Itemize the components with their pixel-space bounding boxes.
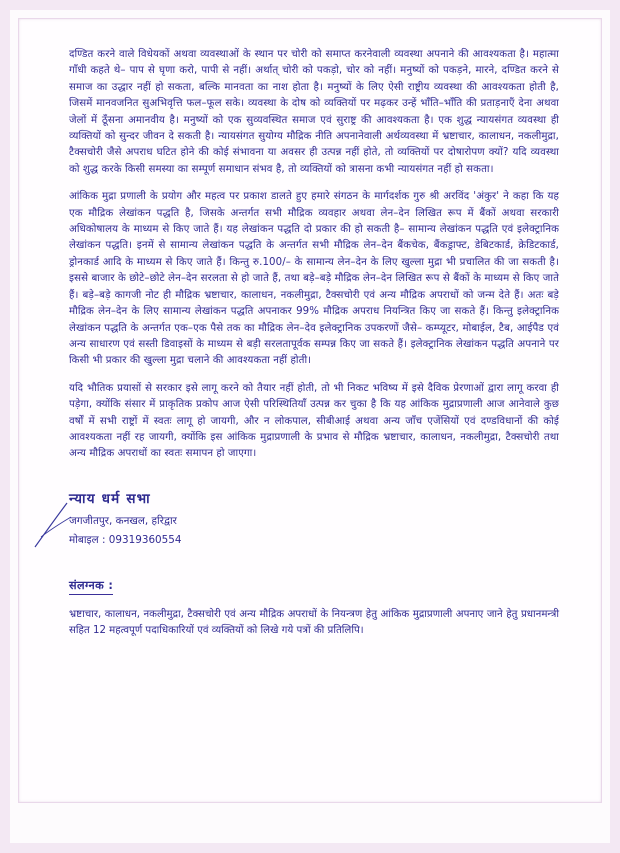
attachment-text: भ्रष्टाचार, कालाधन, नकलीमुद्रा, टैक्सचोरी एवं अन्य मौद्रिक अपराधों के नियन्त्रण हेतु आंकिक मुद्राप्रणाली अपनाए जाने हेतु प्रधानमन्त्री सहित 12 महत्वपूर्ण पदाधिकारियों एवं व्यक्तियों को लिखे गये पत्रों की प्रतिलिपि। [69, 608, 559, 637]
attachment-title: संलग्नक : [69, 578, 113, 595]
organization-name: न्याय धर्म सभा [69, 490, 151, 507]
organization-mobile: मोबाइल : 09319360554 [69, 533, 182, 546]
attachment-section [69, 552, 559, 640]
paragraph-1: दण्डित करने वाले विधेयकों अथवा व्यवस्थाओं के स्थान पर चोरी को समाप्त करनेवाली व्यवस्था अपनाने की आवश्यकता है। महात्मा गाँधी कहते थे– पाप से घृणा करो, पापी से नहीं। अर्थात् चोरी को पकड़ो, चोर को नहीं। मनुष्यों को पकड़ने, मारने, दण्डित करने से समाज का उद्धार नहीं हो सकता, बल्कि मानवता का नाश होता है। मनुष्यों के लिए ऐसी राष्ट्रीय व्यवस्था की आवश्यकता होती है, जिसमें मानवजनित सुअभिवृत्ति फल–फूल सके। व्यवस्था के दोष को व्यक्तियों पर मढ़कर उन्हें भाँति–भाँति की प्रताड़नाएँ देना अथवा जेलों में ठूँसना अमानवीय है। मनुष्यों को एक सुव्यवस्थित समाज एवं सुराष्ट्र की आवश्यकता है। एक शुद्ध न्यायसंगत व्यवस्था ही व्यक्तियों को सुन्दर जीवन दे सकती है। न्यायसंगत सुयोग्य मौद्रिक नीति अपनानेवाली अर्थव्यवस्था में भ्रष्टाचार, कालाधन, नकलीमुद्रा, टैक्सचोरी जैसे अपराध घटित होने की कोई संभावना या अवसर ही उत्पन्न नहीं होते, तो व्यक्तियों पर दोषारोपण क्यों? यदि व्यवस्था को शुद्ध करके किसी समस्या का सम्पूर्ण समाधान संभव है, तो व्यक्तियों को त्रासना कभी न्यायसंगत नहीं हो सकता। [69, 49, 559, 175]
paragraph-2: आंकिक मुद्रा प्रणाली के प्रयोग और महत्व पर प्रकाश डालते हुए हमारे संगठन के मार्गदर्शक गुरु श्री अरविंद 'अंकुर' ने कहा कि यह एक मौद्रिक लेखांकन पद्धति है, जिसके अन्तर्गत सभी मौद्रिक व्यवहार अथवा लेन–देन लिखित रूप में बैंकों अथवा सरकारी अधिकोषालय के माध्यम से किए जाते हैं। यह लेखांकन पद्धति दो प्रकार की हो सकती है– सामान्य लेखांकन पद्धति एवं इलेक्ट्रानिक लेखांकन पद्धति। इनमें से सामान्य लेखांकन पद्धति के अन्तर्गत सभी मौद्रिक लेन–देन बैंकचेक, बैंकड्राफ्ट, डेबिटकार्ड, क्रेडिटकार्ड, ड्रोनकार्ड आदि के माध्यम से किए जाते हैं। किन्तु रु.100/– के सामान्य लेन–देन के लिए खुल्ला मुद्रा भी प्रचालित की जा सकती है। इससे बाजार के छोटे–छोटे लेन–देन सरलता से हो जाते हैं, तथा बड़े–बड़े मौद्रिक लेन–देन लिखित रूप से बैंकों के माध्यम से किए जाते हैं। बड़े–बड़े कागजी नोट ही मौद्रिक भ्रष्टाचार, कालाधन, नकलीमुद्रा, टैक्सचोरी एवं अन्य मौद्रिक अपराधों को जन्म देते हैं। अतः बड़े मौद्रिक लेन–देन के लिए सामान्य लेखांकन पद्धति अपनाकर 99% मौद्रिक अपराध नियन्त्रित किए जा सकते हैं। किन्तु इलेक्ट्रानिक लेखांकन पद्धति के अन्तर्गत एक–एक पैसे तक का मौद्रिक लेन–देव इलेक्ट्रानिक उपकरणों जैसे– कम्प्यूटर, मोबाईल, टैब, आईपैड एवं अन्य साधारण एवं सस्ती डिवाइसों के माध्यम से बड़ी सरलतापूर्वक सम्पन्न किए जा सकते हैं। इलेक्ट्रानिक लेखांकन पद्धति अपनाने पर किसी भी प्रकार की खुल्ला मुद्रा चलाने की आवश्यकता नहीं होती। [69, 191, 559, 367]
paragraph-3: यदि भौतिक प्रयासों से सरकार इसे लागू करने को तैयार नहीं होती, तो भी निकट भविष्य में इसे दैविक प्रेरणाओं द्वारा लागू करवा ही पड़ेगा, क्योंकि संसार में प्राकृतिक प्रकोप आज ऐसी परिस्थितियाँ उत्पन्न कर चुका है कि यह आंकिक मुद्राप्रणाली आज आनेवाले कुछ वर्षों में सभी राष्ट्रों में स्वतः लागू हो जायगी, और न लोकपाल, सीबीआई अथवा अन्य जाँच एजेंसियों एवं दण्डविधानों की कोई आवश्यकता नहीं रह जायगी, क्योंकि इस आंकिक मुद्राप्रणाली के प्रभाव से मौद्रिक भ्रष्टाचार, कालाधन, नकलीमुद्रा, टैक्सचोरी तथा अन्य मौद्रिक अपराधों का स्वतः समापन हो जाएगा। [69, 382, 559, 460]
signature-block [69, 489, 559, 547]
document-body [69, 47, 559, 640]
organization-address: जगजीतपुर, कनखल, हरिद्वार [69, 514, 177, 527]
document-sheet [18, 18, 602, 803]
